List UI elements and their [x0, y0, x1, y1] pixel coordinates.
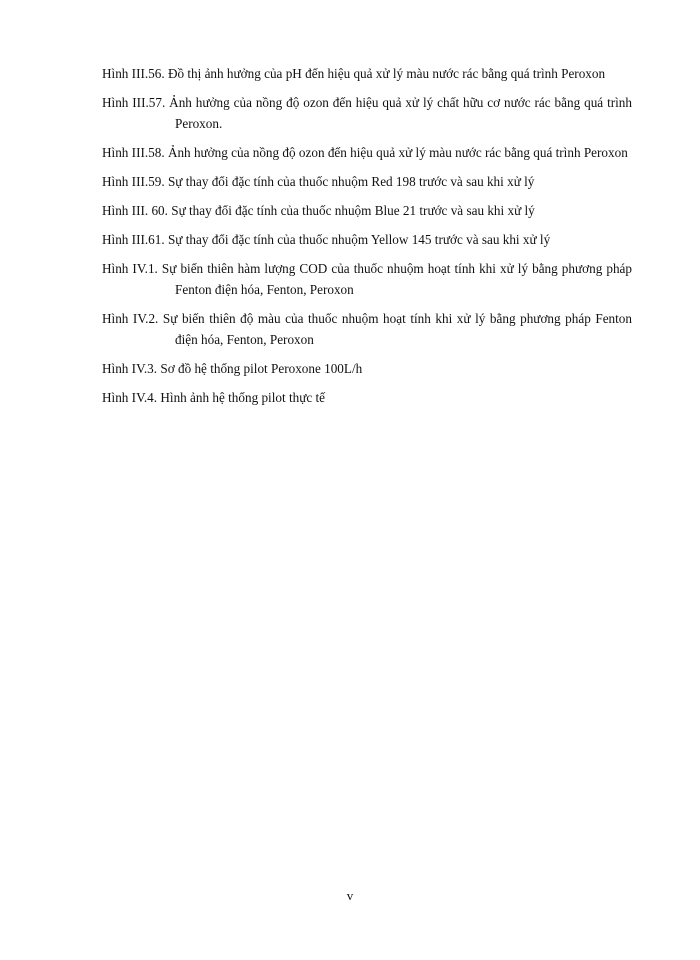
figure-label: Hình IV.3.	[102, 361, 158, 376]
figure-caption: Sơ đồ hệ thống pilot Peroxone 100L/h	[160, 361, 363, 376]
figure-label: Hình III.59.	[102, 174, 165, 189]
figure-entry	[102, 229, 632, 250]
figure-caption: Sự thay đổi đặc tính của thuốc nhuộm Blue 21 trước và sau khi xử lý	[171, 203, 535, 218]
figure-list	[102, 63, 632, 416]
figure-caption: Hình ảnh hệ thống pilot thực tế	[160, 390, 326, 405]
page-number: v	[346, 888, 354, 903]
figure-label: Hình III. 60.	[102, 203, 168, 218]
figure-label: Hình IV.1.	[102, 261, 158, 276]
figure-caption: Sự thay đổi đặc tính của thuốc nhuộm Yellow 145 trước và sau khi xử lý	[167, 232, 551, 247]
figure-entry	[102, 358, 632, 379]
figure-entry	[102, 142, 632, 163]
figure-label: Hình III.57.	[102, 95, 166, 110]
figure-entry	[102, 308, 632, 350]
figure-caption: Ảnh hưởng của nồng độ ozon đến hiệu quả xử lý chất hữu cơ nước rác bằng quá trình Peroxon.	[169, 95, 632, 131]
figure-entry	[102, 92, 632, 134]
figure-label: Hình III.58.	[102, 145, 165, 160]
figure-entry	[102, 63, 632, 84]
figure-caption: Sự thay đổi đặc tính của thuốc nhuộm Red 198 trước và sau khi xử lý	[167, 174, 535, 189]
figure-caption: Sự biến thiên hàm lượng COD của thuốc nhuộm hoạt tính khi xử lý bằng phương pháp Fenton điện hóa, Fenton, Peroxon	[161, 261, 632, 297]
figure-entry	[102, 200, 632, 221]
figure-label: Hình IV.2.	[102, 311, 159, 326]
figure-entry	[102, 258, 632, 300]
figure-caption: Đồ thị ảnh hưởng của pH đến hiệu quả xử lý màu nước rác bằng quá trình Peroxon	[167, 66, 606, 81]
figure-label: Hình III.61.	[102, 232, 165, 247]
figure-label: Hình III.56.	[102, 66, 165, 81]
figure-entry	[102, 171, 632, 192]
figure-label: Hình IV.4.	[102, 390, 158, 405]
figure-entry	[102, 387, 632, 408]
figure-caption: Sự biến thiên độ màu của thuốc nhuộm hoạt tính khi xử lý bằng phương pháp Fenton điện hóa, Fenton, Peroxon	[162, 311, 632, 347]
figure-caption: Ảnh hưởng của nồng độ ozon đến hiệu quả xử lý màu nước rác bằng quá trình Peroxon	[167, 145, 628, 160]
